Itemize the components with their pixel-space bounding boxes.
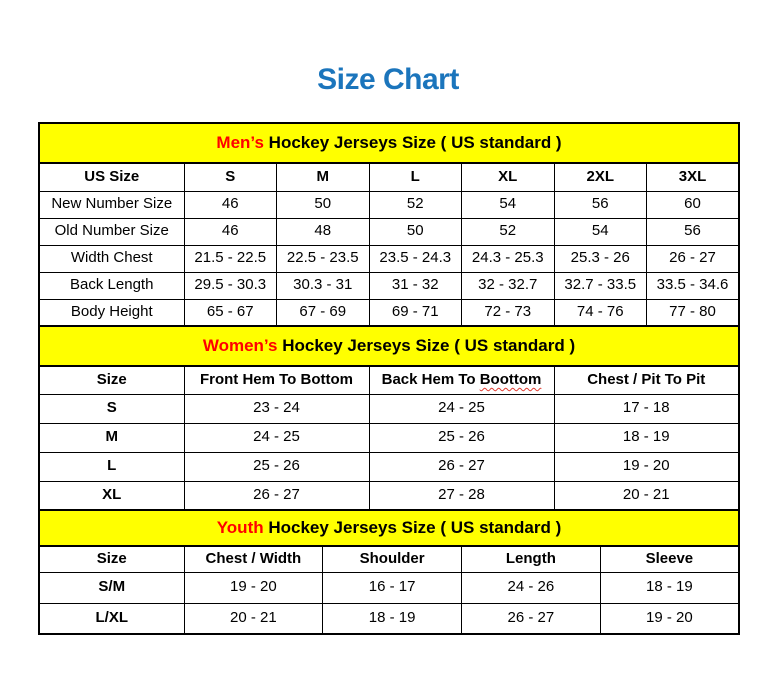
cell: 46 <box>184 218 277 245</box>
mens-title-highlight: Men’s <box>216 132 264 152</box>
womens-header-row <box>39 366 739 394</box>
row-label: L/XL <box>39 603 184 634</box>
cell: 69 - 71 <box>369 299 462 326</box>
back-hem-prefix: Back Hem To <box>381 371 476 388</box>
cell: 27 - 28 <box>369 481 554 510</box>
cell: 25 - 26 <box>369 423 554 452</box>
womens-title-rest: Hockey Jerseys Size ( US standard ) <box>277 335 576 355</box>
cell: 67 - 69 <box>277 299 370 326</box>
youth-col-shoulder: Shoulder <box>323 546 462 572</box>
mens-table-title <box>39 123 739 163</box>
mens-col-s: S <box>184 163 277 191</box>
cell: 17 - 18 <box>554 394 739 423</box>
cell: 74 - 76 <box>554 299 647 326</box>
youth-table-title <box>39 510 739 546</box>
row-label: Width Chest <box>39 245 184 272</box>
womens-col-front-hem: Front Hem To Bottom <box>184 366 369 394</box>
youth-header-row <box>39 546 739 572</box>
row-label: S <box>39 394 184 423</box>
cell: 33.5 - 34.6 <box>647 272 740 299</box>
youth-size-table <box>38 509 740 635</box>
table-row-new-number-size <box>39 191 739 218</box>
page-title: Size Chart <box>317 63 459 96</box>
cell: 72 - 73 <box>462 299 555 326</box>
cell: 16 - 17 <box>323 572 462 603</box>
womens-col-back-hem <box>369 366 554 394</box>
cell: 19 - 20 <box>600 603 739 634</box>
cell: 56 <box>647 218 740 245</box>
cell: 26 - 27 <box>462 603 601 634</box>
cell: 23 - 24 <box>184 394 369 423</box>
cell: 19 - 20 <box>184 572 323 603</box>
table-row-old-number-size <box>39 218 739 245</box>
womens-col-size: Size <box>39 366 184 394</box>
cell: 25.3 - 26 <box>554 245 647 272</box>
cell: 65 - 67 <box>184 299 277 326</box>
cell: 54 <box>554 218 647 245</box>
cell: 24.3 - 25.3 <box>462 245 555 272</box>
mens-col-xl: XL <box>462 163 555 191</box>
mens-header-row <box>39 163 739 191</box>
cell: 25 - 26 <box>184 452 369 481</box>
womens-title-highlight: Women’s <box>202 335 278 355</box>
cell: 24 - 26 <box>462 572 601 603</box>
table-row-youth-lxl <box>39 603 739 634</box>
mens-col-m: M <box>277 163 370 191</box>
youth-title-band <box>39 510 739 546</box>
back-hem-typo-word: Boottom <box>479 371 542 388</box>
mens-title-band <box>39 123 739 163</box>
youth-title-rest: Hockey Jerseys Size ( US standard ) <box>263 517 562 537</box>
cell: 19 - 20 <box>554 452 739 481</box>
cell: 26 - 27 <box>647 245 740 272</box>
womens-col-chest: Chest / Pit To Pit <box>554 366 739 394</box>
table-row-width-chest <box>39 245 739 272</box>
cell: 22.5 - 23.5 <box>277 245 370 272</box>
cell: 52 <box>462 218 555 245</box>
womens-table-title <box>39 326 739 366</box>
youth-col-sleeve: Sleeve <box>600 546 739 572</box>
cell: 56 <box>554 191 647 218</box>
mens-size-table <box>38 122 740 327</box>
cell: 26 - 27 <box>369 452 554 481</box>
row-label: New Number Size <box>39 191 184 218</box>
cell: 52 <box>369 191 462 218</box>
cell: 29.5 - 30.3 <box>184 272 277 299</box>
row-label: Back Length <box>39 272 184 299</box>
table-row-womens-l <box>39 452 739 481</box>
row-label: XL <box>39 481 184 510</box>
cell: 60 <box>647 191 740 218</box>
cell: 20 - 21 <box>554 481 739 510</box>
size-tables <box>38 122 740 635</box>
cell: 18 - 19 <box>554 423 739 452</box>
cell: 18 - 19 <box>323 603 462 634</box>
cell: 32 - 32.7 <box>462 272 555 299</box>
mens-col-us-size: US Size <box>39 163 184 191</box>
cell: 46 <box>184 191 277 218</box>
cell: 21.5 - 22.5 <box>184 245 277 272</box>
row-label: S/M <box>39 572 184 603</box>
youth-title-highlight: Youth <box>216 517 264 537</box>
row-label: Body Height <box>39 299 184 326</box>
mens-col-l: L <box>369 163 462 191</box>
cell: 20 - 21 <box>184 603 323 634</box>
table-row-body-height <box>39 299 739 326</box>
table-row-womens-m <box>39 423 739 452</box>
row-label: M <box>39 423 184 452</box>
mens-title-rest: Hockey Jerseys Size ( US standard ) <box>263 132 562 152</box>
cell: 54 <box>462 191 555 218</box>
cell: 32.7 - 33.5 <box>554 272 647 299</box>
youth-col-length: Length <box>462 546 601 572</box>
cell: 24 - 25 <box>369 394 554 423</box>
womens-size-table <box>38 325 740 511</box>
womens-title-band <box>39 326 739 366</box>
row-label: L <box>39 452 184 481</box>
mens-col-3xl: 3XL <box>647 163 740 191</box>
cell: 18 - 19 <box>600 572 739 603</box>
table-row-womens-s <box>39 394 739 423</box>
youth-col-chest-width: Chest / Width <box>184 546 323 572</box>
mens-col-2xl: 2XL <box>554 163 647 191</box>
cell: 23.5 - 24.3 <box>369 245 462 272</box>
cell: 50 <box>369 218 462 245</box>
cell: 77 - 80 <box>647 299 740 326</box>
cell: 26 - 27 <box>184 481 369 510</box>
cell: 24 - 25 <box>184 423 369 452</box>
cell: 50 <box>277 191 370 218</box>
cell: 31 - 32 <box>369 272 462 299</box>
row-label: Old Number Size <box>39 218 184 245</box>
cell: 48 <box>277 218 370 245</box>
table-row-back-length <box>39 272 739 299</box>
cell: 30.3 - 31 <box>277 272 370 299</box>
table-row-youth-sm <box>39 572 739 603</box>
youth-col-size: Size <box>39 546 184 572</box>
table-row-womens-xl <box>39 481 739 510</box>
